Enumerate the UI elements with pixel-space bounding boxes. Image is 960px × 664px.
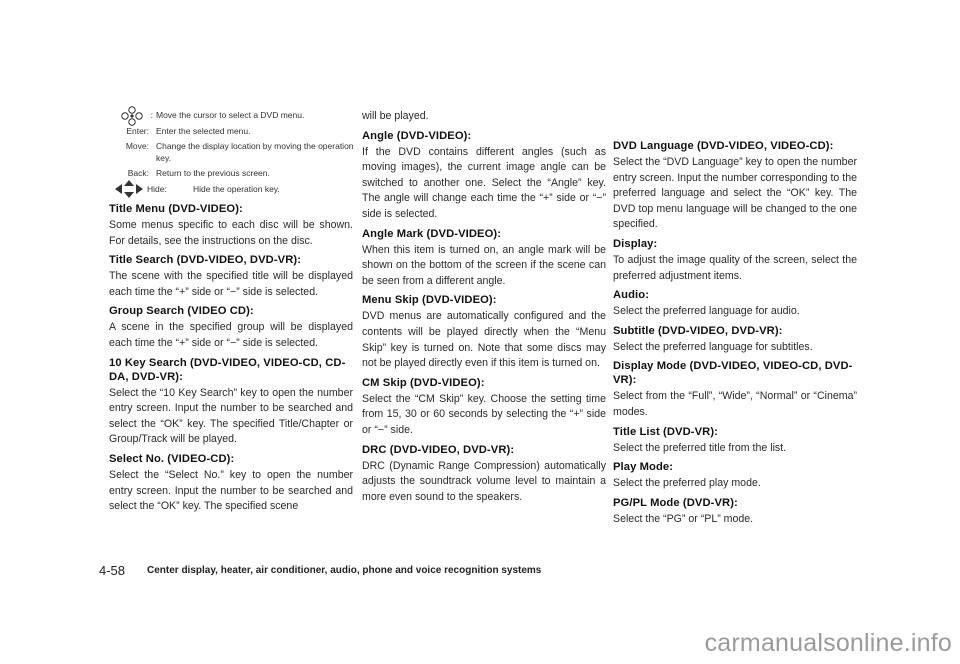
section-text: Select the “PG” or “PL” mode. bbox=[613, 512, 754, 525]
section-heading: Title List (DVD-VR): bbox=[613, 425, 718, 438]
section-heading: PG/PL Mode (DVD-VR): bbox=[613, 496, 738, 509]
section bbox=[613, 288, 857, 320]
legend-label: Hide: bbox=[147, 184, 167, 194]
section bbox=[362, 443, 606, 506]
section bbox=[613, 496, 857, 528]
section-text: The scene with the specified title will be displayed each time the “+” side or “−” side is selected. bbox=[109, 270, 353, 298]
page-number: 4-58 bbox=[99, 563, 126, 578]
legend-label: Enter: bbox=[126, 126, 149, 136]
section-text: When this item is turned on, an angle mark will be shown on the bottom of the screen if the scene can be seen from a different angle. bbox=[362, 243, 606, 287]
section-heading: Angle (DVD-VIDEO): bbox=[362, 129, 472, 142]
legend-desc: Hide the operation key. bbox=[193, 184, 280, 194]
section-heading: DRC (DVD-VIDEO, DVD-VR): bbox=[362, 443, 515, 456]
legend-label: Move: bbox=[125, 141, 149, 151]
section bbox=[613, 425, 857, 457]
column-middle-body bbox=[362, 109, 606, 509]
legend-label: Back: bbox=[127, 168, 149, 178]
section-text: DRC (Dynamic Range Compression) automatically adjusts the soundtrack volume level to maintain a more even sound to the speakers. bbox=[362, 459, 606, 503]
legend-label: : bbox=[150, 110, 153, 120]
section-heading: Play Mode: bbox=[613, 461, 674, 474]
arrows-icon bbox=[113, 179, 145, 203]
section-heading: Audio: bbox=[613, 289, 650, 302]
section-heading: Title Menu (DVD-VIDEO): bbox=[109, 203, 243, 215]
column-right-body bbox=[613, 139, 857, 531]
continued-text: will be played. bbox=[362, 110, 429, 122]
section bbox=[362, 293, 606, 371]
legend-desc: Enter the selected menu. bbox=[156, 126, 251, 136]
watermark[interactable]: carmanualsonline.info bbox=[704, 629, 952, 657]
section bbox=[362, 129, 606, 223]
section-text: Select the “DVD Language” key to open the number entry screen. Input the number corresponding to the preferred language and select the “OK” key. The DVD top menu language will be changed to the one specified. bbox=[613, 156, 857, 231]
section-text: Select the “10 Key Search” key to open the number entry screen. Input the number to be searched and select the “OK” key. The specified Title/Chapter or Group/Track will be played. bbox=[109, 386, 353, 446]
section-text: Select the preferred title from the list. bbox=[613, 441, 787, 454]
section-text: DVD menus are automatically configured and the contents will be played directly when the “Menu Skip” key is turned on. Note that some discs may not be played directly even if this item is turned on. bbox=[362, 310, 606, 370]
section-text: Select the preferred language for subtitles. bbox=[613, 340, 813, 353]
section-heading: Display Mode (DVD-VIDEO, VIDEO-CD, DVD-VR): bbox=[613, 360, 853, 387]
section-heading: Subtitle (DVD-VIDEO, DVD-VR): bbox=[613, 324, 783, 337]
section-heading: CM Skip (DVD-VIDEO): bbox=[362, 376, 485, 389]
section-text: Select the preferred play mode. bbox=[613, 477, 761, 490]
section-text: To adjust the image quality of the screen, select the preferred adjustment items. bbox=[613, 253, 857, 282]
section-text: Select the preferred language for audio. bbox=[613, 305, 800, 318]
section-heading: DVD Language (DVD-VIDEO, VIDEO-CD): bbox=[613, 140, 834, 152]
section bbox=[109, 304, 353, 351]
section bbox=[613, 139, 857, 233]
section bbox=[109, 253, 353, 300]
section-heading: Menu Skip (DVD-VIDEO): bbox=[362, 294, 497, 307]
section bbox=[109, 452, 353, 515]
legend-desc: Change the display location by moving the operation key. bbox=[156, 141, 354, 163]
section bbox=[613, 237, 857, 284]
section bbox=[362, 227, 606, 290]
section-heading: Display: bbox=[613, 237, 658, 250]
section-heading: Group Search (VIDEO CD): bbox=[109, 305, 254, 318]
section-text: If the DVD contains different angles (such as moving images), the current image angle can be switched to another one. Select the “Angle” key. The angle will change each time the “+” side or “−” side is selected. bbox=[362, 145, 606, 220]
column-left-body bbox=[109, 202, 353, 519]
chapter-title: Center display, heater, air conditioner, audio, phone and voice recognition systems bbox=[147, 565, 542, 576]
section bbox=[362, 376, 606, 439]
section-heading: 10 Key Search (DVD-VIDEO, VIDEO-CD, CD-DA, DVD-VR): bbox=[109, 356, 346, 383]
legend-desc: Return to the previous screen. bbox=[156, 168, 270, 178]
section-text: A scene in the specified group will be displayed each time the “+” side or “−” side is selected. bbox=[109, 321, 353, 349]
section-heading: Select No. (VIDEO-CD): bbox=[109, 452, 235, 465]
legend-desc: Move the cursor to select a DVD menu. bbox=[156, 110, 305, 120]
section-text: Some menus specific to each disc will be shown. For details, see the instructions on the disc. bbox=[109, 219, 353, 247]
section bbox=[109, 356, 353, 448]
section-heading: Angle Mark (DVD-VIDEO): bbox=[362, 227, 502, 240]
section-heading: Title Search (DVD-VIDEO, DVD-VR): bbox=[109, 254, 302, 267]
section bbox=[109, 202, 353, 249]
section-text: Select from the “Full”, “Wide”, “Normal” or “Cinema” modes. bbox=[613, 390, 857, 418]
section bbox=[613, 460, 857, 492]
section bbox=[613, 359, 857, 420]
section bbox=[613, 324, 857, 356]
section-text: Select the “Select No.” key to open the number entry screen. Input the number to be searched and select the “OK” key. The specified scene bbox=[109, 468, 353, 513]
section-text: Select the “CM Skip” key. Choose the setting time from 15, 30 or 60 seconds by selecting the “+” side or “−” side. bbox=[362, 392, 606, 436]
